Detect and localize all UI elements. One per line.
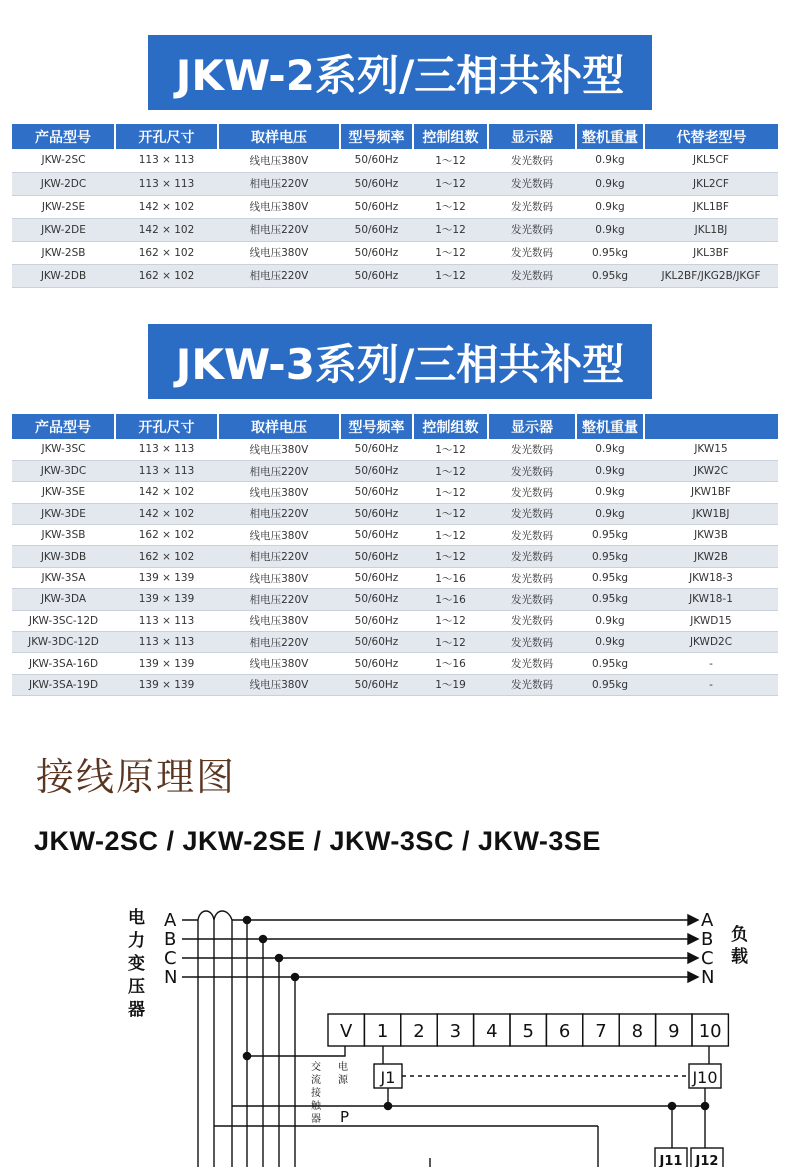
jkw3-table-cell: 142 × 102 [115, 482, 218, 503]
jkw2-spec-table [12, 124, 778, 288]
jkw3-table-cell: 发光数码 [488, 589, 576, 610]
jkw3-spec-table [12, 414, 778, 696]
p-label: P [340, 1108, 350, 1126]
jkw2-table-cell: 113 × 113 [115, 149, 218, 172]
terminal-label: 9 [668, 1021, 680, 1042]
jkw2-table-cell: 0.95kg [576, 241, 644, 264]
jkw2-table-cell: 142 × 102 [115, 195, 218, 218]
wiring-models-heading: JKW-2SC / JKW-2SE / JKW-3SC / JKW-3SE [34, 826, 601, 856]
jkw3-table-cell: 发光数码 [488, 674, 576, 695]
jkw3-table-cell: JKW-3DA [12, 589, 115, 610]
jkw3-table-row [12, 439, 778, 460]
jkw3-table-cell: JKW-3SA [12, 567, 115, 588]
jkw2-table-cell: 50/60Hz [340, 149, 413, 172]
jkw3-table-cell: 113 × 113 [115, 439, 218, 460]
phase-lines [182, 911, 698, 1167]
jkw3-table-cell: 0.9kg [576, 632, 644, 653]
jkw3-table-cell: JKW18-3 [644, 567, 778, 588]
jkw3-table-cell: 发光数码 [488, 567, 576, 588]
jkw3-table-cell: JKW-3DC [12, 460, 115, 481]
jkw2-table-cell: 1～12 [413, 172, 488, 195]
jkw3-header-cell: 型号频率 [340, 414, 413, 439]
jkw3-header-cell: 控制组数 [413, 414, 488, 439]
jkw2-table-cell: JKW-2DC [12, 172, 115, 195]
relay-j12: J12 [695, 1154, 719, 1167]
contactor-label-char: 触 [311, 1101, 321, 1112]
jkw3-table-cell: 50/60Hz [340, 482, 413, 503]
jkw2-header-cell: 开孔尺寸 [115, 124, 218, 149]
jkw3-table-cell: 139 × 139 [115, 589, 218, 610]
jkw2-header-cell: 代替老型号 [644, 124, 778, 149]
jkw3-table-row [12, 503, 778, 524]
jkw2-table-cell: 0.95kg [576, 264, 644, 287]
terminal-label: 8 [631, 1021, 644, 1042]
jkw3-header-cell: 整机重量 [576, 414, 644, 439]
jkw3-table-cell: JKW-3DB [12, 546, 115, 567]
jkw2-header-cell: 控制组数 [413, 124, 488, 149]
jkw3-table-cell: 发光数码 [488, 610, 576, 631]
phase-letters-left [164, 910, 177, 988]
contactor-label-char: 器 [311, 1114, 321, 1125]
jkw2-header-row [12, 124, 778, 149]
jkw2-table-cell: 1～12 [413, 218, 488, 241]
contactor-label-char: 流 [311, 1075, 321, 1086]
jkw3-table-cell: 0.9kg [576, 439, 644, 460]
terminal-label: 5 [522, 1021, 534, 1042]
jkw3-table-cell: 线电压380V [218, 525, 340, 546]
jkw2-table-cell: 50/60Hz [340, 241, 413, 264]
jkw3-table-cell: 发光数码 [488, 546, 576, 567]
jkw3-table-cell: 线电压380V [218, 674, 340, 695]
jkw2-table-cell: 162 × 102 [115, 241, 218, 264]
jkw2-table-cell: JKL1BF [644, 195, 778, 218]
jkw3-table-cell: 发光数码 [488, 525, 576, 546]
power-wiring [214, 1046, 723, 1167]
jkw2-table-cell: 发光数码 [488, 172, 576, 195]
transformer-label [127, 907, 145, 1020]
jkw2-table-cell: 相电压220V [218, 218, 340, 241]
jkw3-table-cell: 发光数码 [488, 460, 576, 481]
jkw2-table-row [12, 195, 778, 218]
contactor-label-char: 交 [311, 1062, 321, 1073]
jkw3-table-cell: 113 × 113 [115, 610, 218, 631]
jkw3-table-cell: 50/60Hz [340, 610, 413, 631]
jkw3-table-cell: 线电压380V [218, 439, 340, 460]
jkw3-table-row [12, 632, 778, 653]
phase-letter-right: B [701, 929, 714, 950]
jkw3-table-cell: 113 × 113 [115, 632, 218, 653]
jkw3-table-cell: 113 × 113 [115, 460, 218, 481]
jkw3-table-cell: 0.95kg [576, 525, 644, 546]
jkw3-table-cell: 139 × 139 [115, 674, 218, 695]
jkw3-table-cell: JKW-3DC-12D [12, 632, 115, 653]
jkw3-table-cell: 50/60Hz [340, 632, 413, 653]
jkw3-table-cell: JKW-3SC-12D [12, 610, 115, 631]
jkw3-table-cell: 50/60Hz [340, 674, 413, 695]
jkw2-table-cell: JKL2CF [644, 172, 778, 195]
jkw3-header-cell: 开孔尺寸 [115, 414, 218, 439]
jkw3-table-cell: 50/60Hz [340, 567, 413, 588]
jkw2-table-cell: 113 × 113 [115, 172, 218, 195]
jkw3-table-row [12, 567, 778, 588]
jkw3-table-cell: 142 × 102 [115, 503, 218, 524]
jkw3-table-cell: JKWD15 [644, 610, 778, 631]
power-label-char: 源 [338, 1075, 348, 1086]
jkw3-table-cell: JKWD2C [644, 632, 778, 653]
jkw3-table-cell: 相电压220V [218, 460, 340, 481]
jkw3-table-cell: - [644, 653, 778, 674]
jkw2-table-cell: JKW-2SB [12, 241, 115, 264]
jkw3-table-cell: JKW1BF [644, 482, 778, 503]
jkw3-table-cell: 50/60Hz [340, 589, 413, 610]
phase-letter-left: N [164, 967, 178, 988]
jkw3-table-cell: 1～19 [413, 674, 488, 695]
load-label-char: 负 [731, 925, 748, 945]
jkw3-table-cell: JKW15 [644, 439, 778, 460]
phase-letter-left: B [164, 929, 177, 950]
jkw3-table-cell: 0.95kg [576, 589, 644, 610]
jkw3-table-row [12, 674, 778, 695]
jkw3-table-cell: 1～12 [413, 503, 488, 524]
jkw2-table-cell: 50/60Hz [340, 195, 413, 218]
jkw3-table-cell: 1～12 [413, 482, 488, 503]
jkw2-table-cell: 1～12 [413, 264, 488, 287]
jkw3-table-cell: 0.95kg [576, 653, 644, 674]
jkw3-table-cell: - [644, 674, 778, 695]
contactor-label [311, 1060, 322, 1125]
jkw2-table-row [12, 241, 778, 264]
transformer-label-char: 电 [128, 908, 145, 928]
power-label [338, 1060, 349, 1086]
jkw3-table-cell: 0.9kg [576, 482, 644, 503]
jkw2-header-cell: 型号频率 [340, 124, 413, 149]
jkw3-table-cell: 139 × 139 [115, 567, 218, 588]
jkw3-header-row [12, 414, 778, 439]
phase-letter-left: C [164, 948, 177, 969]
jkw3-table-cell: 0.95kg [576, 546, 644, 567]
jkw3-header-cell [644, 414, 778, 439]
jkw3-series-banner: JKW-3系列/三相共补型 [148, 324, 652, 399]
jkw3-table-cell: 1～12 [413, 460, 488, 481]
phase-letter-right: C [701, 948, 714, 969]
jkw2-table-row [12, 264, 778, 287]
phase-letter-right: A [701, 910, 714, 931]
jkw2-table-row [12, 172, 778, 195]
jkw3-table-row [12, 460, 778, 481]
jkw3-table-cell: 1～12 [413, 525, 488, 546]
jkw2-table-cell: 50/60Hz [340, 218, 413, 241]
jkw2-table-cell: 线电压380V [218, 195, 340, 218]
jkw3-table-cell: JKW3B [644, 525, 778, 546]
jkw2-table-cell: 0.9kg [576, 195, 644, 218]
contactor-label-char: 接 [311, 1088, 321, 1099]
jkw3-table-cell: 50/60Hz [340, 503, 413, 524]
jkw3-table-cell: 0.95kg [576, 567, 644, 588]
jkw2-table-cell: 0.9kg [576, 172, 644, 195]
phase-letter-left: A [164, 910, 177, 931]
jkw3-table-cell: 1～12 [413, 610, 488, 631]
jkw3-table-cell: JKW2C [644, 460, 778, 481]
terminal-block [328, 1014, 728, 1046]
jkw3-table-cell: 发光数码 [488, 503, 576, 524]
relay-j10: J10 [692, 1068, 718, 1087]
jkw2-header-cell: 取样电压 [218, 124, 340, 149]
jkw3-table-row [12, 525, 778, 546]
jkw3-table-row [12, 482, 778, 503]
load-label-char: 载 [731, 947, 748, 967]
jkw3-table-cell: 1～16 [413, 589, 488, 610]
jkw3-table-cell: JKW1BJ [644, 503, 778, 524]
jkw3-table-cell: 1～16 [413, 653, 488, 674]
jkw3-table-cell: JKW-3SE [12, 482, 115, 503]
transformer-label-char: 力 [128, 931, 145, 951]
jkw3-table-cell: 线电压380V [218, 482, 340, 503]
jkw3-table-cell: 50/60Hz [340, 546, 413, 567]
jkw3-table-cell: 相电压220V [218, 589, 340, 610]
jkw2-table-cell: 相电压220V [218, 172, 340, 195]
relay-j11: J11 [659, 1154, 683, 1167]
jkw3-table-cell: 50/60Hz [340, 439, 413, 460]
jkw3-table-cell: JKW-3SB [12, 525, 115, 546]
jkw2-table-cell: 1～12 [413, 195, 488, 218]
jkw2-table-cell: 0.9kg [576, 218, 644, 241]
jkw2-table-cell: 142 × 102 [115, 218, 218, 241]
relay-j1: J1 [380, 1068, 396, 1087]
jkw3-table-cell: 1～12 [413, 546, 488, 567]
phase-letters-right [701, 910, 714, 988]
jkw3-header-cell: 显示器 [488, 414, 576, 439]
jkw2-table-cell: JKW-2DE [12, 218, 115, 241]
jkw3-table-row [12, 589, 778, 610]
jkw2-table-cell: JKL3BF [644, 241, 778, 264]
jkw3-table-cell: 50/60Hz [340, 525, 413, 546]
jkw3-table-cell: 发光数码 [488, 653, 576, 674]
wiring-diagram [0, 880, 790, 1167]
jkw3-table-cell: 0.9kg [576, 503, 644, 524]
jkw3-table-cell: 1～12 [413, 632, 488, 653]
jkw3-table-cell: JKW-3SA-16D [12, 653, 115, 674]
terminal-label: 10 [698, 1021, 722, 1042]
jkw3-table-cell: 线电压380V [218, 567, 340, 588]
jkw2-table-cell: 162 × 102 [115, 264, 218, 287]
jkw2-header-cell: 产品型号 [12, 124, 115, 149]
jkw3-header-cell: 产品型号 [12, 414, 115, 439]
jkw2-table-cell: 发光数码 [488, 264, 576, 287]
jkw2-table-cell: JKW-2DB [12, 264, 115, 287]
jkw2-table-cell: 50/60Hz [340, 172, 413, 195]
jkw3-table-cell: 线电压380V [218, 610, 340, 631]
transformer-label-char: 器 [128, 1000, 145, 1020]
terminal-label: 7 [595, 1021, 607, 1042]
jkw2-series-banner: JKW-2系列/三相共补型 [148, 35, 652, 110]
jkw2-table-cell: 发光数码 [488, 149, 576, 172]
jkw3-table-cell: 线电压380V [218, 653, 340, 674]
jkw2-table-cell: JKW-2SC [12, 149, 115, 172]
jkw3-table-row [12, 610, 778, 631]
jkw2-header-cell: 显示器 [488, 124, 576, 149]
terminal-label: 1 [376, 1021, 389, 1042]
jkw3-table-row [12, 653, 778, 674]
jkw3-table-cell: JKW2B [644, 546, 778, 567]
jkw3-table-cell: 162 × 102 [115, 546, 218, 567]
power-label-char: 电 [338, 1062, 348, 1073]
jkw2-table-cell: 发光数码 [488, 241, 576, 264]
jkw3-table-cell: 发光数码 [488, 439, 576, 460]
jkw3-table-cell: 1～12 [413, 439, 488, 460]
wiring-section-title: 接线原理图 [36, 755, 237, 799]
terminal-label: 6 [558, 1021, 571, 1042]
transformer-label-char: 压 [128, 977, 145, 997]
jkw2-table-cell: 1～12 [413, 149, 488, 172]
jkw3-table-cell: 50/60Hz [340, 460, 413, 481]
jkw2-table-cell: JKL2BF/JKG2B/JKGF [644, 264, 778, 287]
jkw3-table-cell: 发光数码 [488, 632, 576, 653]
jkw2-table-cell: 线电压380V [218, 149, 340, 172]
terminal-label: 2 [413, 1021, 425, 1042]
jkw2-table-cell: JKL5CF [644, 149, 778, 172]
jkw3-table-cell: 0.95kg [576, 674, 644, 695]
jkw3-table-cell: 相电压220V [218, 503, 340, 524]
jkw2-table-cell: 线电压380V [218, 241, 340, 264]
jkw3-header-cell: 取样电压 [218, 414, 340, 439]
jkw3-table-cell: JKW-3SA-19D [12, 674, 115, 695]
jkw2-table-cell: 0.9kg [576, 149, 644, 172]
jkw3-table-cell: 0.9kg [576, 610, 644, 631]
jkw3-table-cell: 50/60Hz [340, 653, 413, 674]
jkw2-table-cell: 发光数码 [488, 195, 576, 218]
jkw2-table-cell: 发光数码 [488, 218, 576, 241]
jkw3-table-cell: JKW-3DE [12, 503, 115, 524]
jkw3-table-cell: 发光数码 [488, 482, 576, 503]
jkw2-table-cell: JKW-2SE [12, 195, 115, 218]
jkw2-table-cell: 50/60Hz [340, 264, 413, 287]
jkw3-table-cell: 139 × 139 [115, 653, 218, 674]
jkw3-table-cell: 162 × 102 [115, 525, 218, 546]
jkw3-table-cell: JKW18-1 [644, 589, 778, 610]
jkw2-header-cell: 整机重量 [576, 124, 644, 149]
jkw3-table-cell: JKW-3SC [12, 439, 115, 460]
jkw3-table-cell: 0.9kg [576, 460, 644, 481]
terminal-label: 4 [486, 1021, 498, 1042]
jkw3-table-row [12, 546, 778, 567]
jkw3-table-cell: 相电压220V [218, 632, 340, 653]
terminal-label: V [340, 1021, 353, 1042]
jkw3-table-cell: 1～16 [413, 567, 488, 588]
jkw2-table-cell: 1～12 [413, 241, 488, 264]
jkw2-table-cell: 相电压220V [218, 264, 340, 287]
load-label [731, 924, 748, 967]
jkw2-table-row [12, 149, 778, 172]
terminal-label: 3 [449, 1021, 462, 1042]
phase-letter-right: N [701, 967, 715, 988]
jkw2-table-cell: JKL1BJ [644, 218, 778, 241]
jkw3-table-cell: 相电压220V [218, 546, 340, 567]
jkw2-table-row [12, 218, 778, 241]
transformer-label-char: 变 [128, 954, 145, 974]
